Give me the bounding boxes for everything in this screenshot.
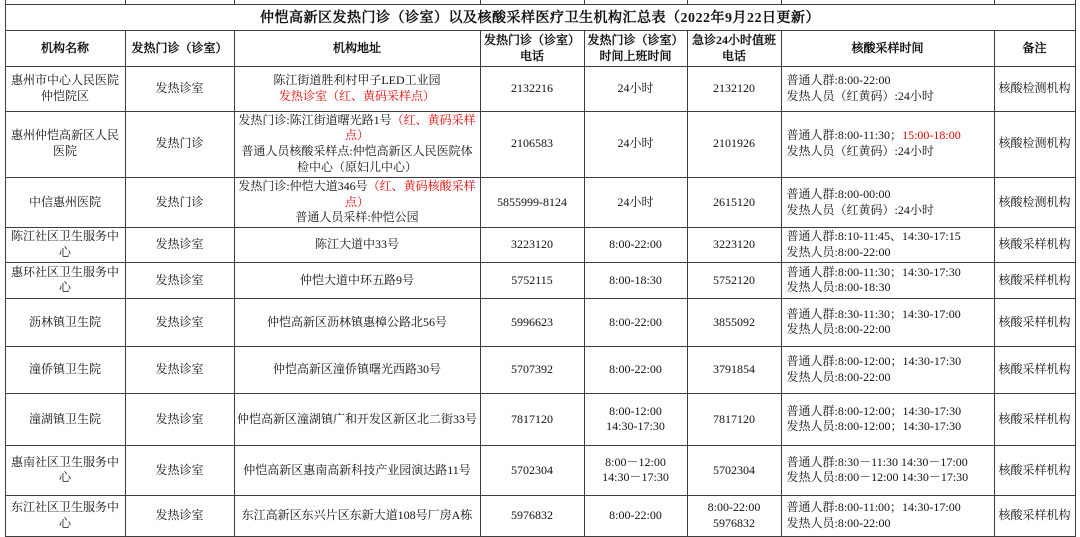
hours-cell: 8:00-22:00 xyxy=(584,346,687,393)
hours-cell: 24小时 xyxy=(584,111,687,177)
table-row xyxy=(5,177,1075,227)
sampling-time-cell: 普通人群:8:30-11:30；14:30-17:00 发热人员:8:00-22:00 xyxy=(781,298,994,346)
column-header-name: 机构名称 xyxy=(5,30,125,66)
emergency-phone-cell: 2101926 xyxy=(687,111,781,177)
phone-cell: 5752115 xyxy=(480,262,584,298)
address-cell: 仲恺高新区潼湖镇广和开发区新区北二街33号 xyxy=(234,393,480,445)
remark-cell: 核酸检测机构 xyxy=(994,177,1075,227)
phone-cell: 5976832 xyxy=(480,495,584,536)
phone-cell: 7817120 xyxy=(480,393,584,445)
hours-cell: 24小时 xyxy=(584,177,687,227)
sampling-time-cell: 普通人群:8:00-11:00；14:30-17:00 发热人员:8:00-22:00 xyxy=(781,495,994,536)
hours-cell: 8:00-22:00 xyxy=(584,298,687,346)
emergency-phone-cell: 5752120 xyxy=(687,262,781,298)
address-cell: 仲恺高新区惠南高新科技产业园演达路11号 xyxy=(234,445,480,495)
table-row xyxy=(5,393,1075,445)
remark-cell: 核酸采样机构 xyxy=(994,298,1075,346)
table-body xyxy=(5,66,1075,536)
institution-name-cell: 惠州仲恺高新区人民医院 xyxy=(5,111,125,177)
phone-cell: 5702304 xyxy=(480,445,584,495)
header-row xyxy=(5,30,1075,66)
phone-cell: 5996623 xyxy=(480,298,584,346)
institution-name-cell: 惠环社区卫生服务中心 xyxy=(5,262,125,298)
table-row xyxy=(5,262,1075,298)
sampling-time-cell: 普通人群:8:00-12:00；14:30-17:30 发热人员:8:00-22:00 xyxy=(781,346,994,393)
emergency-phone-cell: 3791854 xyxy=(687,346,781,393)
column-header-hours: 发热门诊（诊室）时间上班时间 xyxy=(584,30,687,66)
remark-cell: 核酸采样机构 xyxy=(994,393,1075,445)
column-header-remark: 备注 xyxy=(994,30,1075,66)
address-cell: 仲恺大道中环五路9号 xyxy=(234,262,480,298)
emergency-phone-cell: 5702304 xyxy=(687,445,781,495)
clinic-type-cell: 发热诊室 xyxy=(125,228,234,263)
institution-name-cell: 陈江社区卫生服务中心 xyxy=(5,228,125,263)
remark-cell: 核酸检测机构 xyxy=(994,66,1075,111)
clinic-type-cell: 发热诊室 xyxy=(125,262,234,298)
phone-cell: 2132216 xyxy=(480,66,584,111)
emergency-phone-cell: 2132120 xyxy=(687,66,781,111)
emergency-phone-cell: 3855092 xyxy=(687,298,781,346)
column-header-clinic: 发热门诊（诊室） xyxy=(125,30,234,66)
table-row xyxy=(5,66,1075,111)
sampling-time-cell: 普通人群:8:00-11:30；15:00-18:00 发热人员（红黄码）:24小时 xyxy=(781,111,994,177)
institution-name-cell: 中信惠州医院 xyxy=(5,177,125,227)
hours-cell: 24小时 xyxy=(584,66,687,111)
column-header-address: 机构地址 xyxy=(234,30,480,66)
remark-cell: 核酸采样机构 xyxy=(994,495,1075,536)
column-header-phone: 发热门诊（诊室）电话 xyxy=(480,30,584,66)
clinic-type-cell: 发热诊室 xyxy=(125,66,234,111)
column-header-emergency: 急诊24小时值班电话 xyxy=(687,30,781,66)
clinic-type-cell: 发热诊室 xyxy=(125,445,234,495)
emergency-phone-cell: 3223120 xyxy=(687,228,781,263)
table-row xyxy=(5,228,1075,263)
table-row xyxy=(5,111,1075,177)
remark-cell: 核酸检测机构 xyxy=(994,111,1075,177)
page-title: 仲恺高新区发热门诊（诊室）以及核酸采样医疗卫生机构汇总表（2022年9月22日更新） xyxy=(5,4,1075,30)
table-row xyxy=(5,298,1075,346)
clinic-type-cell: 发热诊室 xyxy=(125,495,234,536)
institution-name-cell: 东江社区卫生服务中心 xyxy=(5,495,125,536)
clinic-type-cell: 发热门诊 xyxy=(125,111,234,177)
remark-cell: 核酸采样机构 xyxy=(994,346,1075,393)
sampling-time-cell: 普通人群:8:00-00:00 发热人员（红黄码）:24小时 xyxy=(781,177,994,227)
clinic-type-cell: 发热门诊 xyxy=(125,177,234,227)
phone-cell: 5707392 xyxy=(480,346,584,393)
institution-name-cell: 潼侨镇卫生院 xyxy=(5,346,125,393)
summary-table xyxy=(5,0,1076,537)
remark-cell: 核酸采样机构 xyxy=(994,262,1075,298)
address-cell: 仲恺高新区沥林镇惠樟公路北56号 xyxy=(234,298,480,346)
clinic-type-cell: 发热诊室 xyxy=(125,393,234,445)
table-row xyxy=(5,445,1075,495)
phone-cell: 3223120 xyxy=(480,228,584,263)
emergency-phone-cell: 2615120 xyxy=(687,177,781,227)
emergency-phone-cell: 7817120 xyxy=(687,393,781,445)
address-cell: 发热门诊:仲恺大道346号（红、黄码核酸采样点） 普通人员采样:仲恺公园 xyxy=(234,177,480,227)
clinic-type-cell: 发热诊室 xyxy=(125,298,234,346)
emergency-phone-cell: 8:00-22:00 5976832 xyxy=(687,495,781,536)
sampling-time-cell: 普通人群:8:00-12:00；14:30-17:30 发热人员:8:00-12:00；14:30-17:30 xyxy=(781,393,994,445)
institution-name-cell: 沥林镇卫生院 xyxy=(5,298,125,346)
address-cell: 陈江大道中33号 xyxy=(234,228,480,263)
hours-cell: 8:00－12:00 14:30－17:30 xyxy=(584,445,687,495)
table-row xyxy=(5,495,1075,536)
address-cell: 仲恺高新区潼侨镇曙光西路30号 xyxy=(234,346,480,393)
institution-name-cell: 潼湖镇卫生院 xyxy=(5,393,125,445)
table-row xyxy=(5,346,1075,393)
remark-cell: 核酸采样机构 xyxy=(994,228,1075,263)
hours-cell: 8:00-22:00 xyxy=(584,228,687,263)
address-cell: 陈江街道胜利村甲子LED工业园 发热诊室（红、黄码采样点） xyxy=(234,66,480,111)
address-cell: 发热门诊:陈江街道曙光路1号（红、黄码采样点） 普通人员核酸采样点:仲恺高新区人民医院体检中心（原妇儿中心） xyxy=(234,111,480,177)
hours-cell: 8:00-12:00 14:30-17:30 xyxy=(584,393,687,445)
hours-cell: 8:00-18:30 xyxy=(584,262,687,298)
address-cell: 东江高新区东兴片区东新大道108号厂房A栋 xyxy=(234,495,480,536)
phone-cell: 5855999-8124 xyxy=(480,177,584,227)
hours-cell: 8:00-22:00 xyxy=(584,495,687,536)
sampling-time-cell: 普通人群:8:00-11:30；14:30-17:30 发热人员:8:00-18:30 xyxy=(781,262,994,298)
sampling-time-cell: 普通人群:8:30－11:30 14:30－17:00 发热人员:8:00－12:00 14:30－17:30 xyxy=(781,445,994,495)
clinic-type-cell: 发热诊室 xyxy=(125,346,234,393)
institution-name-cell: 惠州市中心人民医院仲恺院区 xyxy=(5,66,125,111)
title-row xyxy=(5,4,1075,30)
sampling-time-cell: 普通人群:8:00-22:00 发热人员（红黄码）:24小时 xyxy=(781,66,994,111)
institution-name-cell: 惠南社区卫生服务中心 xyxy=(5,445,125,495)
column-header-sampling: 核酸采样时间 xyxy=(781,30,994,66)
sampling-time-cell: 普通人群:8:10-11:45、14:30-17:15 发热人员:8:00-22:00 xyxy=(781,228,994,263)
phone-cell: 2106583 xyxy=(480,111,584,177)
remark-cell: 核酸采样机构 xyxy=(994,445,1075,495)
